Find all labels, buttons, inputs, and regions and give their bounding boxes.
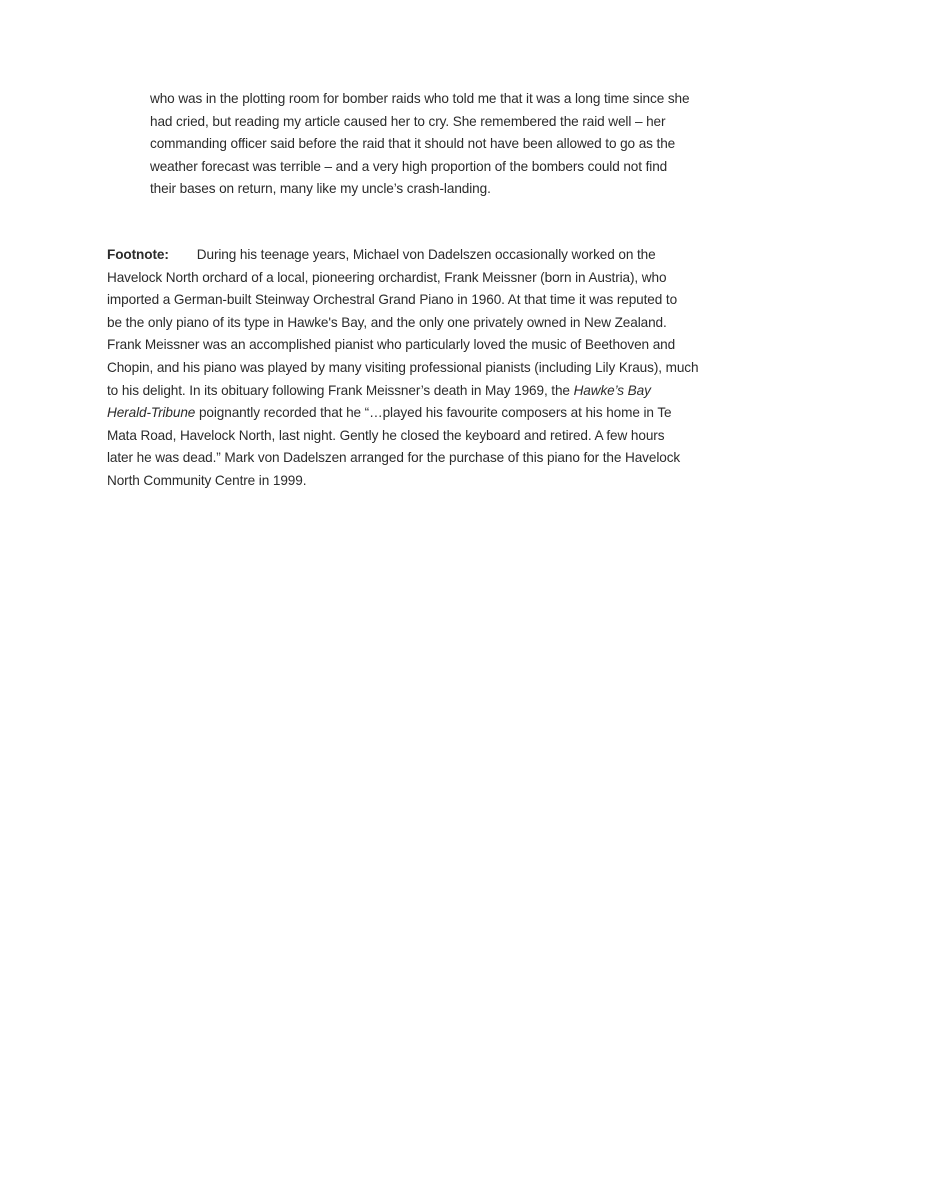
footnote-line: Chopin, and his piano was played by many visiting professional pianists (including Lily Kraus), much bbox=[107, 359, 699, 375]
footnote-line: Frank Meissner was an accomplished pianist who particularly loved the music of Beethoven and bbox=[107, 337, 676, 353]
footnote-line bbox=[107, 380, 842, 403]
footnote-line: Mata Road, Havelock North, last night. Gently he closed the keyboard and retired. A few hours bbox=[107, 427, 665, 443]
footnote-line: Havelock North orchard of a local, pioneering orchardist, Frank Meissner (born in Austria), who bbox=[107, 269, 667, 285]
footnote-label: Footnote: bbox=[107, 247, 169, 262]
footnote-line bbox=[107, 402, 842, 425]
footnote-line: imported a German-built Steinway Orchestral Grand Piano in 1960. At that time it was reputed to bbox=[107, 292, 678, 308]
quote-line: who was in the plotting room for bomber raids who told me that it was a long time since she bbox=[150, 91, 690, 106]
footnote-text: poignantly recorded that he “…played his favourite composers at his home in Te bbox=[195, 405, 672, 421]
footnote-line: later he was dead.” Mark von Dadelszen arranged for the purchase of this piano for the Havelock bbox=[107, 450, 681, 466]
footnote-line: be the only piano of its type in Hawke's Bay, and the only one privately owned in New Zealand. bbox=[107, 314, 667, 330]
quote-line: commanding officer said before the raid that it should not have been allowed to go as the bbox=[150, 136, 676, 152]
footnote-paragraph bbox=[107, 244, 842, 493]
quote-line: their bases on return, many like my uncle’s crash-landing. bbox=[150, 181, 491, 197]
quote-line: had cried, but reading my article caused her to cry. She remembered the raid well – her bbox=[150, 113, 666, 129]
quote-line: weather forecast was terrible – and a very high proportion of the bombers could not find bbox=[150, 158, 668, 174]
newspaper-title: Herald-Tribune bbox=[107, 405, 196, 421]
footnote-text: During his teenage years, Michael von Dadelszen occasionally worked on the bbox=[196, 247, 656, 262]
footnote-line: North Community Centre in 1999. bbox=[107, 472, 307, 488]
newspaper-title: Hawke’s Bay bbox=[573, 382, 651, 398]
footnote-line bbox=[107, 244, 842, 267]
footnote-text: to his delight. In its obituary following Frank Meissner’s death in May 1969, the bbox=[107, 382, 574, 398]
indented-quote-paragraph bbox=[150, 88, 840, 201]
